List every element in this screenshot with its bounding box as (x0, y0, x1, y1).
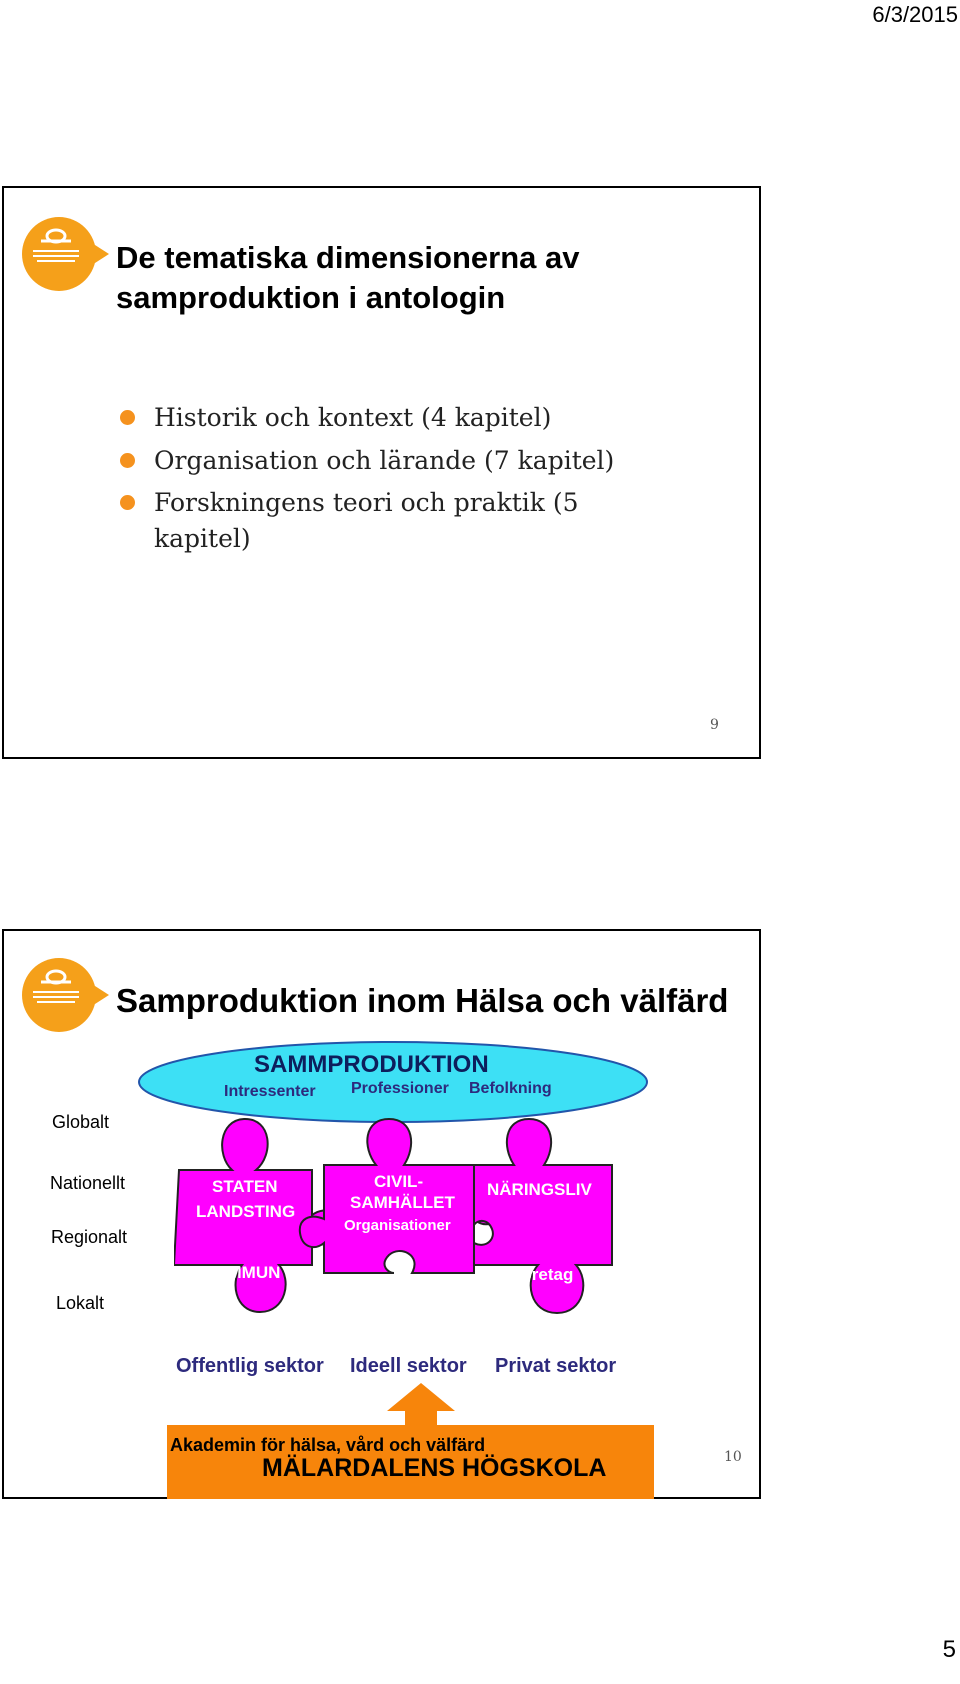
level-label: Regionalt (51, 1227, 128, 1247)
up-arrow-icon (387, 1383, 455, 1427)
sector-label: Offentlig sektor (176, 1355, 324, 1377)
level-label: Globalt (52, 1112, 110, 1132)
title-line: samproduktion i antologin (116, 280, 506, 315)
bullet-list (120, 396, 680, 557)
footer-line1: Akademin för hälsa, vård och välfärd (170, 1435, 486, 1455)
university-logo-icon (21, 214, 117, 294)
piece-label: STATEN (212, 1177, 278, 1196)
bullet-item (120, 439, 680, 482)
bullet-dot-icon (120, 453, 135, 468)
page-number: 5 (942, 1636, 956, 1663)
slide-title: Samproduktion inom Hälsa och välfärd (116, 982, 729, 1019)
slide-title (116, 238, 579, 318)
slide-9 (2, 186, 761, 759)
slide-10 (2, 929, 761, 1499)
piece-label: Företag (511, 1265, 574, 1284)
level-label: Nationellt (50, 1173, 126, 1193)
bullet-item (120, 396, 680, 439)
piece-label: NÄRINGSLIV (487, 1180, 592, 1199)
bullet-text: Organisation och lärande (7 kapitel) (154, 446, 615, 475)
bullet-dot-icon (120, 410, 135, 425)
slide-number: 9 (710, 717, 719, 733)
piece-label: LANDSTING (196, 1202, 296, 1221)
sector-label: Ideell sektor (350, 1355, 467, 1377)
ellipse-item: Befolkning (469, 1080, 552, 1097)
piece-label: KOMMUN (202, 1263, 281, 1282)
university-logo-icon (21, 955, 117, 1035)
slide-number: 10 (724, 1449, 742, 1465)
piece-label: CIVIL- (374, 1172, 424, 1191)
bullet-text: kapitel) (154, 524, 251, 553)
bullet-text: Historik och kontext (4 kapitel) (154, 403, 552, 432)
bullet-dot-icon (120, 495, 135, 510)
piece-label: SAMHÄLLET (350, 1193, 455, 1212)
title-line: De tematiska dimensionerna av (116, 240, 580, 275)
piece-label: Organisationer (344, 1217, 451, 1234)
bullet-item (120, 485, 680, 557)
ellipse-item: Intressenter (224, 1083, 316, 1100)
bullet-text: Forskningens teori och praktik (5 (154, 488, 579, 517)
ellipse-item: Professioner (351, 1080, 449, 1097)
header-date: 6/3/2015 (872, 2, 958, 27)
sector-label: Privat sektor (495, 1355, 617, 1377)
level-label: Lokalt (56, 1293, 105, 1313)
ellipse-heading: SAMMPRODUKTION (254, 1051, 489, 1078)
footer-line2: MÄLARDALENS HÖGSKOLA (262, 1454, 607, 1482)
